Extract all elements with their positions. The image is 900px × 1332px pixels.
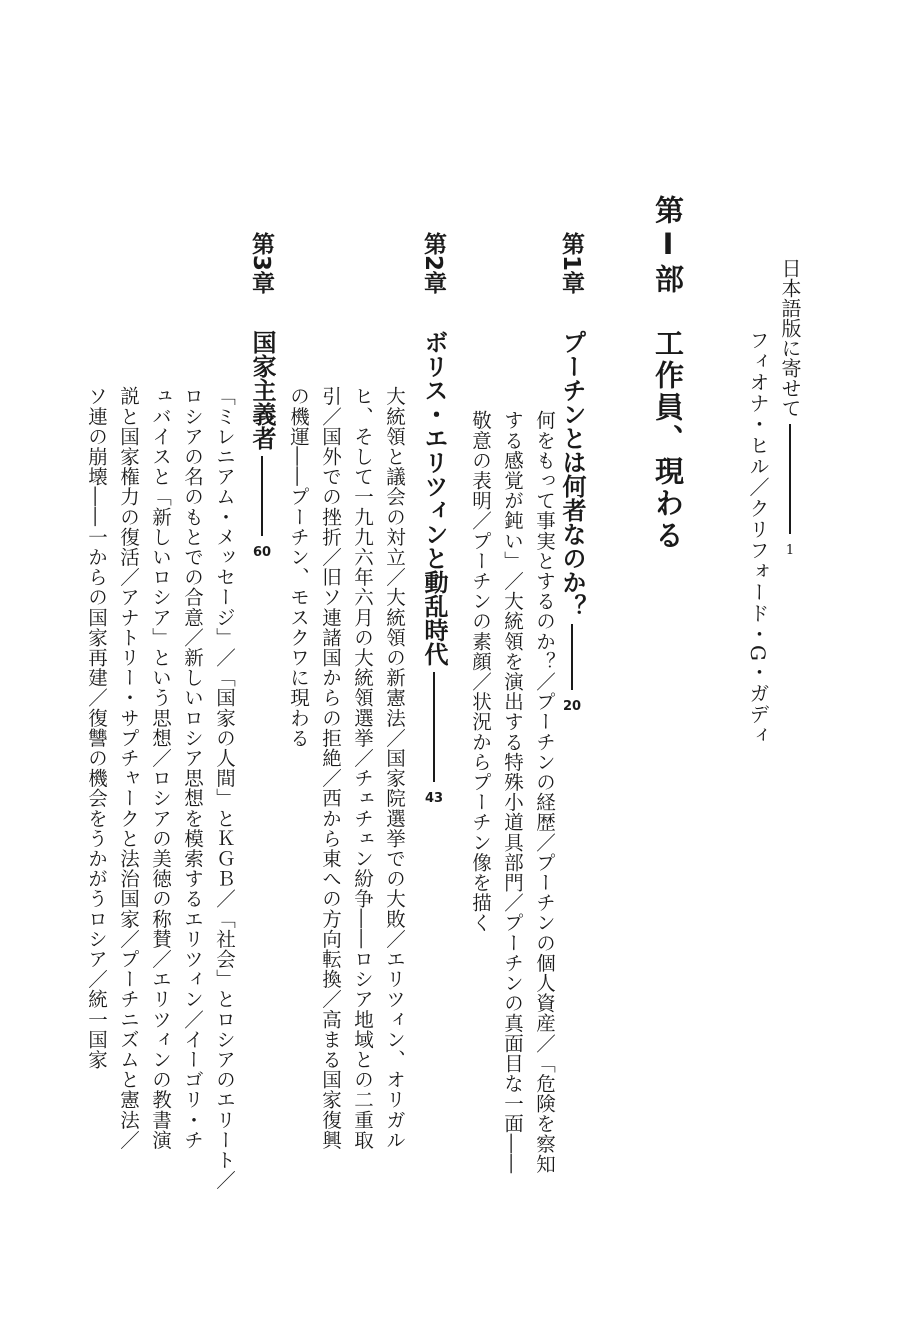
preface-page-number: 1 bbox=[785, 543, 795, 558]
chapter-heading bbox=[560, 330, 584, 713]
preface-heading bbox=[780, 258, 800, 557]
preface-authors: フィオナ・ヒル／クリフォード・G・ガディ bbox=[746, 330, 770, 746]
chapter-number: 第2章 bbox=[420, 232, 446, 295]
chapter-summary-line: 説と国家権力の復活／アナトリー・サプチャークと法治国家／プーチニズムと憲法／ bbox=[117, 386, 140, 1150]
part-label: 第Ⅰ部 bbox=[651, 195, 685, 296]
chapter-summary-line: ヒ、そして一九九六年六月の大統領選挙／チェチェン紛争――ロシア地域との二重取 bbox=[351, 386, 374, 1150]
chapter-summary-line: 「ミレニアム・メッセージ」／「国家の人間」とＫＧＢ／「社会」とロシアのエリート／ bbox=[213, 386, 236, 1190]
chapter-summary-line: ュバイスと「新しいロシア」という思想／ロシアの美徳の称賛／エリツィンの教書演 bbox=[149, 386, 172, 1150]
chapter-heading bbox=[422, 330, 446, 805]
leader-line bbox=[433, 672, 435, 782]
chapter-title: プーチンとは何者なのか？ bbox=[558, 330, 586, 618]
chapter-summary-line: 何をもって事実とするのか？／プーチンの経歴／プーチンの個人資産／「危険を察知 bbox=[533, 410, 556, 1174]
chapter-summary-line: ロシアの名のもとでの合意／新しいロシア思想を模索するエリツィン／イーゴリ・チ bbox=[181, 386, 204, 1150]
chapter-summary-line: 敬意の表明／プーチンの素顔／状況からプーチン像を描く bbox=[469, 410, 492, 933]
chapter-number: 第3章 bbox=[248, 232, 274, 295]
chapter-summary-line: 引／国外での挫折／旧ソ連諸国からの拒絶／西から東への方向転換／高まる国家復興 bbox=[319, 386, 342, 1150]
chapter-summary-line: する感覚が鈍い」／大統領を演出する特殊小道具部門／プーチンの真面目な一面―― bbox=[501, 410, 524, 1174]
chapter-title: 国家主義者 bbox=[248, 330, 276, 450]
chapter-title: ボリス・エリツィンと動乱時代 bbox=[420, 330, 448, 666]
leader-line bbox=[789, 424, 791, 534]
chapter-summary-line: の機運――プーチン、モスクワに現わる bbox=[287, 386, 310, 748]
chapter-number: 第1章 bbox=[558, 232, 584, 295]
chapter-summary-line: ソ連の崩壊――一からの国家再建／復讐の機会をうかがうロシア／統一国家 bbox=[85, 386, 108, 1070]
chapter-summary-line: 大統領と議会の対立／大統領の新憲法／国家院選挙での大敗／エリツィン、オリガル bbox=[383, 386, 406, 1150]
part-title: 工作員、現わる bbox=[651, 328, 685, 552]
leader-line bbox=[261, 456, 263, 536]
preface-title: 日本語版に寄せて bbox=[778, 258, 802, 418]
chapter-heading bbox=[250, 330, 274, 559]
chapter-page-number: 43 bbox=[424, 791, 444, 806]
chapter-page-number: 60 bbox=[252, 545, 272, 560]
chapter-page-number: 20 bbox=[562, 699, 582, 714]
leader-line bbox=[571, 624, 573, 690]
